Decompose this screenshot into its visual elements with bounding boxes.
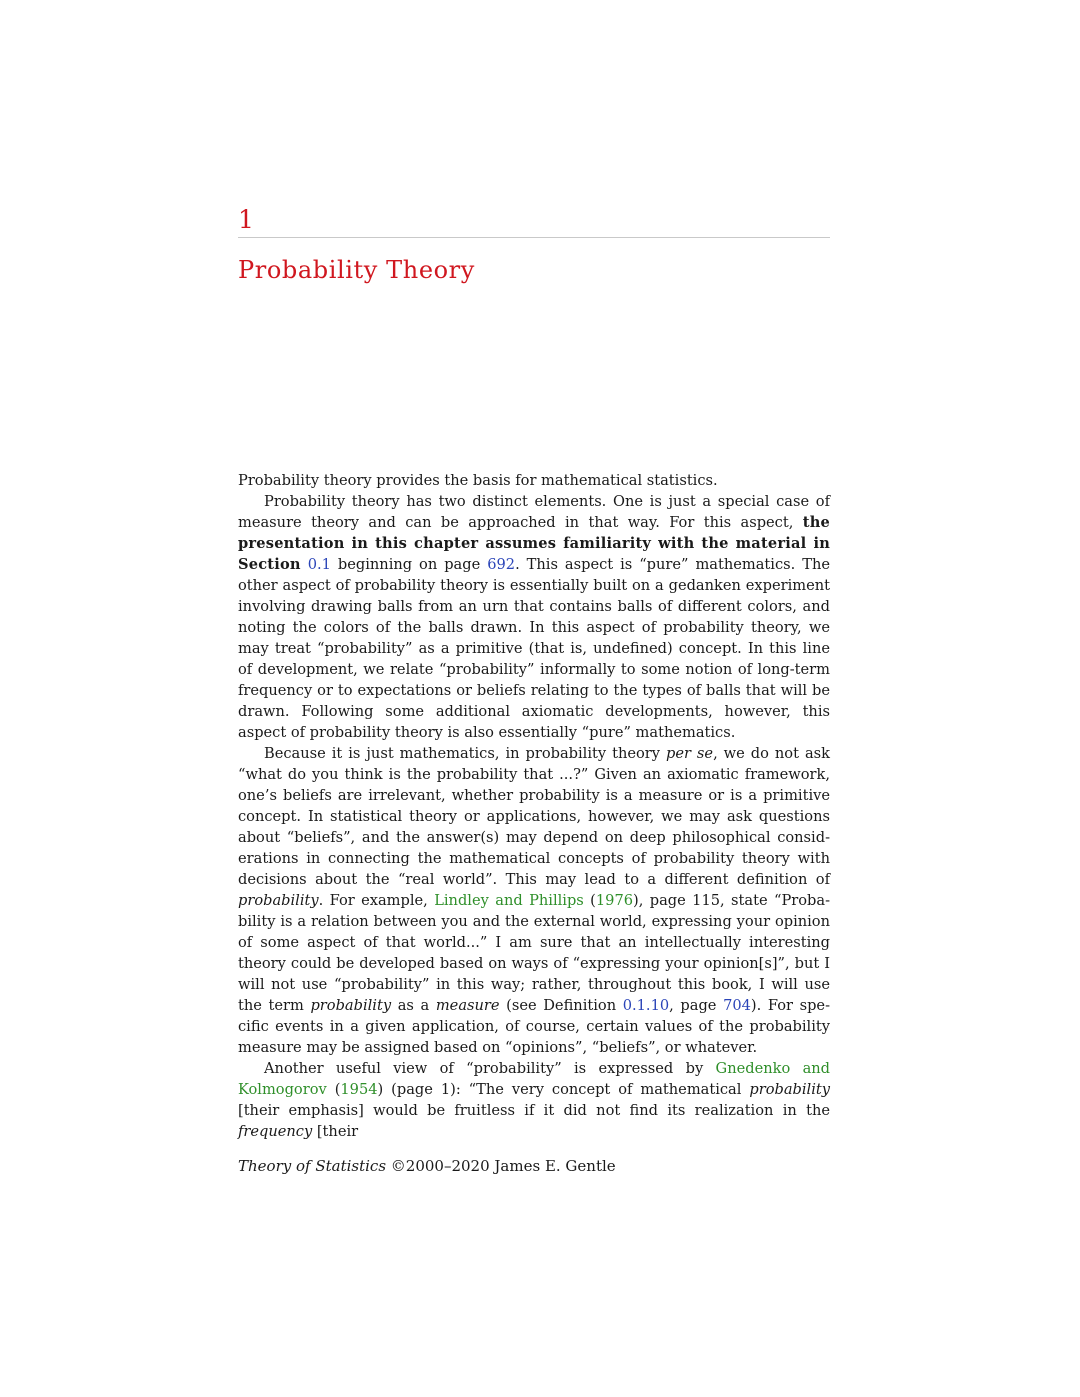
chapter-heading-rule [238,237,830,238]
text-span: . For example, [318,892,435,909]
citation-year-link[interactable]: 1976 [595,892,634,909]
text-span: , page [669,997,724,1014]
emphasis-italic: frequency [238,1123,313,1140]
footer-work-title: Theory of Statistics [238,1157,387,1175]
text-span: [their [312,1123,359,1140]
emphasis-italic: probability [310,997,392,1014]
paragraph-two-elements [238,491,830,743]
citation-link[interactable]: Lindley and Phillips [434,892,584,909]
footer-copyright: ©2000–2020 James E. Gentle [386,1157,616,1175]
text-span: ( [334,1081,341,1098]
page-ref-link[interactable]: 704 [723,997,751,1014]
chapter-number: 1 [238,205,254,234]
page-ref-link[interactable]: 692 [487,556,516,573]
citation-link[interactable]: Gnedenko and Kolmogorov [238,1060,831,1098]
emphasis-italic: probability [238,892,319,909]
emphasis-bold: the presentation in this chapter assumes familiarity with the material in Section [238,514,830,573]
section-ref-link[interactable]: 0.1 [307,556,331,573]
text-span: Because it is just mathematics, in probability theory [264,745,666,762]
text-span: (see Definition [499,997,623,1014]
definition-ref-link[interactable]: 0.1.10 [622,997,670,1014]
emphasis-italic: measure [435,997,500,1014]
text-span: Another useful view of “probability” is expressed by [264,1060,716,1077]
paragraph-mathematics [238,743,830,1058]
text-span: beginning on page [330,556,488,573]
paragraph-another-view [238,1058,830,1142]
text-span: ( [583,892,596,909]
page-footer [238,1155,616,1177]
chapter-body [238,470,830,1142]
text-span: ), page 115, state “Probability is a relation between you and the external world, expressing your opinion of some aspect of that world...” I am sure that an intellectually interesting theory could be developed based on ways of “expressing your opinion[s]”, but I will not use “probability” in this way; rather, throughout this book, I will use the term [238,892,831,1014]
emphasis-italic: probability [749,1081,830,1098]
emphasis-italic: per se [665,745,714,762]
text-span: , we do not ask “what do you think is the probability that ...?” Given an axiomatic framework, one’s beliefs are irrelevant, whether probability is a measure or is a primitive concept. In statistical theory or applications, however, we may ask questions about “beliefs”, and the answer(s) may depend on deep philosophical considerations in connecting the mathematical concepts of probability theory with decisions about the “real world”. This may lead to a different definition of [238,745,830,888]
text-span: Probability theory has two distinct elements. One is just a special case of measure theory and can be approached in that way. For this aspect, [238,493,830,531]
text-span: as a [391,997,436,1014]
text-span: ) (page 1): “The very concept of mathematical [377,1081,750,1098]
paragraph-intro: Probability theory provides the basis for mathematical statistics. [238,472,718,489]
text-span: ). For specific events in a given application, of course, certain values of the probability measure may be assigned based on “opinions”, “beliefs”, or whatever. [238,997,830,1056]
citation-year-link[interactable]: 1954 [340,1081,378,1098]
chapter-title: Probability Theory [238,256,475,284]
text-span: [their emphasis] would be fruitless if it did not find its realization in the [238,1102,830,1119]
text-span: . This aspect is “pure” mathematics. The other aspect of probability theory is essentially built on a gedanken experiment involving drawing balls from an urn that contains balls of different colors, and noting the colors of the balls drawn. In this aspect of probability theory, we may treat “probability” as a primitive (that is, undefined) concept. In this line of development, we relate “probability” informally to some notion of long-term frequency or to expectations or beliefs relating to the types of balls that will be drawn. Following some additional axiomatic developments, however, this aspect of probability theory is also essentially “pure” mathematics. [238,556,830,741]
